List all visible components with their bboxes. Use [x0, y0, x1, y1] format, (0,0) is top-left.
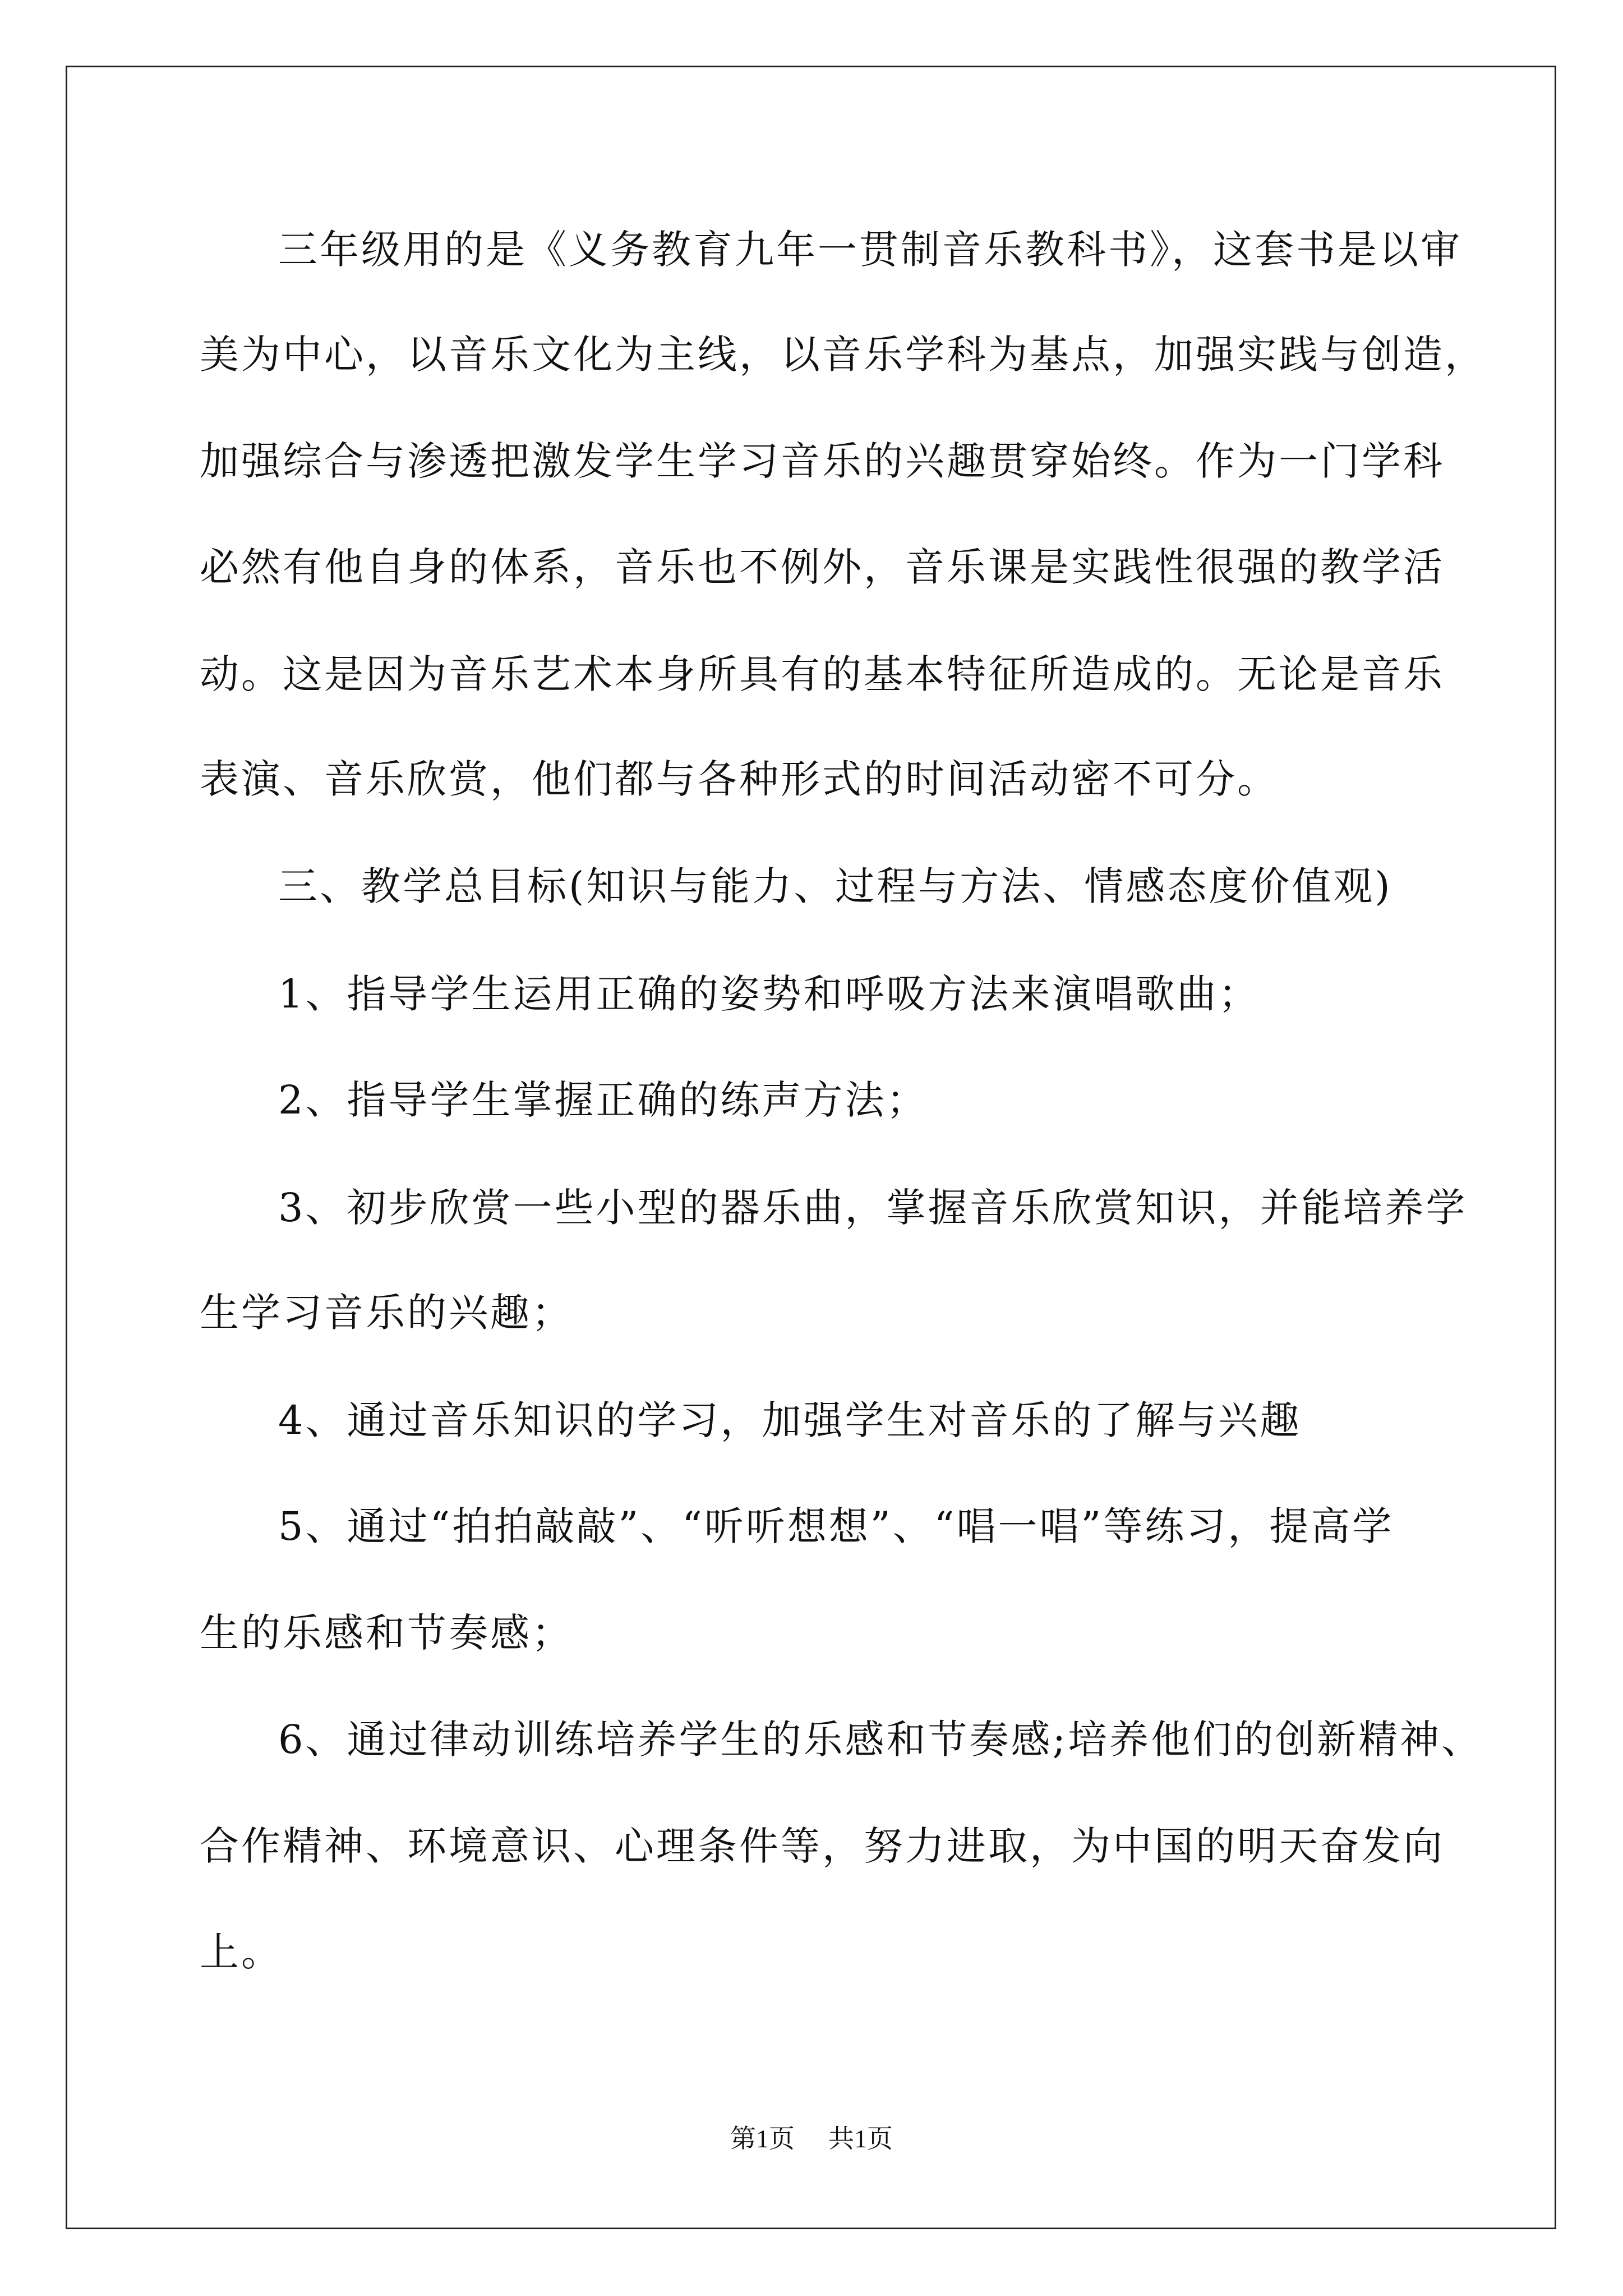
paragraph-line: 表演、音乐欣赏，他们都与各种形式的时间活动密不可分。 — [200, 756, 1279, 802]
list-item-continuation: 生学习音乐的兴趣； — [200, 1290, 573, 1336]
list-item: 3、初步欣赏一些小型的器乐曲，掌握音乐欣赏知识，并能培养学 — [278, 1185, 1468, 1231]
paragraph-line: 动。这是因为音乐艺术本身所具有的基本特征所造成的。无论是音乐 — [200, 651, 1445, 697]
paragraph-line: 加强综合与渗透把激发学生学习音乐的兴趣贯穿始终。作为一门学科 — [200, 438, 1445, 484]
list-item: 6、通过律动训练培养学生的乐感和节奏感;培养他们的创新精神、 — [278, 1717, 1483, 1763]
page-number: 第1页 — [730, 2124, 795, 2153]
list-item-continuation: 生的乐感和节奏感； — [200, 1610, 573, 1656]
list-item-continuation: 上。 — [200, 1929, 283, 1975]
list-item: 5、通过“拍拍敲敲”、“听听想想”、“唱一唱”等练习，提高学 — [278, 1503, 1394, 1549]
list-item: 4、通过音乐知识的学习，加强学生对音乐的了解与兴趣 — [278, 1397, 1302, 1443]
list-item: 2、指导学生掌握正确的练声方法； — [278, 1077, 928, 1123]
paragraph-line: 美为中心，以音乐文化为主线，以音乐学科为基点，加强实践与创造， — [200, 332, 1486, 378]
paragraph-line: 三年级用的是《义务教育九年一贯制音乐教科书》，这套书是以审 — [278, 227, 1462, 273]
page-total: 共1页 — [828, 2124, 893, 2153]
list-item: 1、指导学生运用正确的姿势和呼吸方法来演唱歌曲； — [278, 971, 1260, 1017]
paragraph-line: 必然有他自身的体系，音乐也不例外，音乐课是实践性很强的教学活 — [200, 544, 1445, 590]
section-heading: 三、教学总目标(知识与能力、过程与方法、情感态度价值观) — [278, 863, 1393, 909]
page-footer — [0, 2126, 1623, 2152]
list-item-continuation: 合作精神、环境意识、心理条件等，努力进取，为中国的明天奋发向 — [200, 1823, 1445, 1869]
page-border — [66, 66, 1556, 2229]
